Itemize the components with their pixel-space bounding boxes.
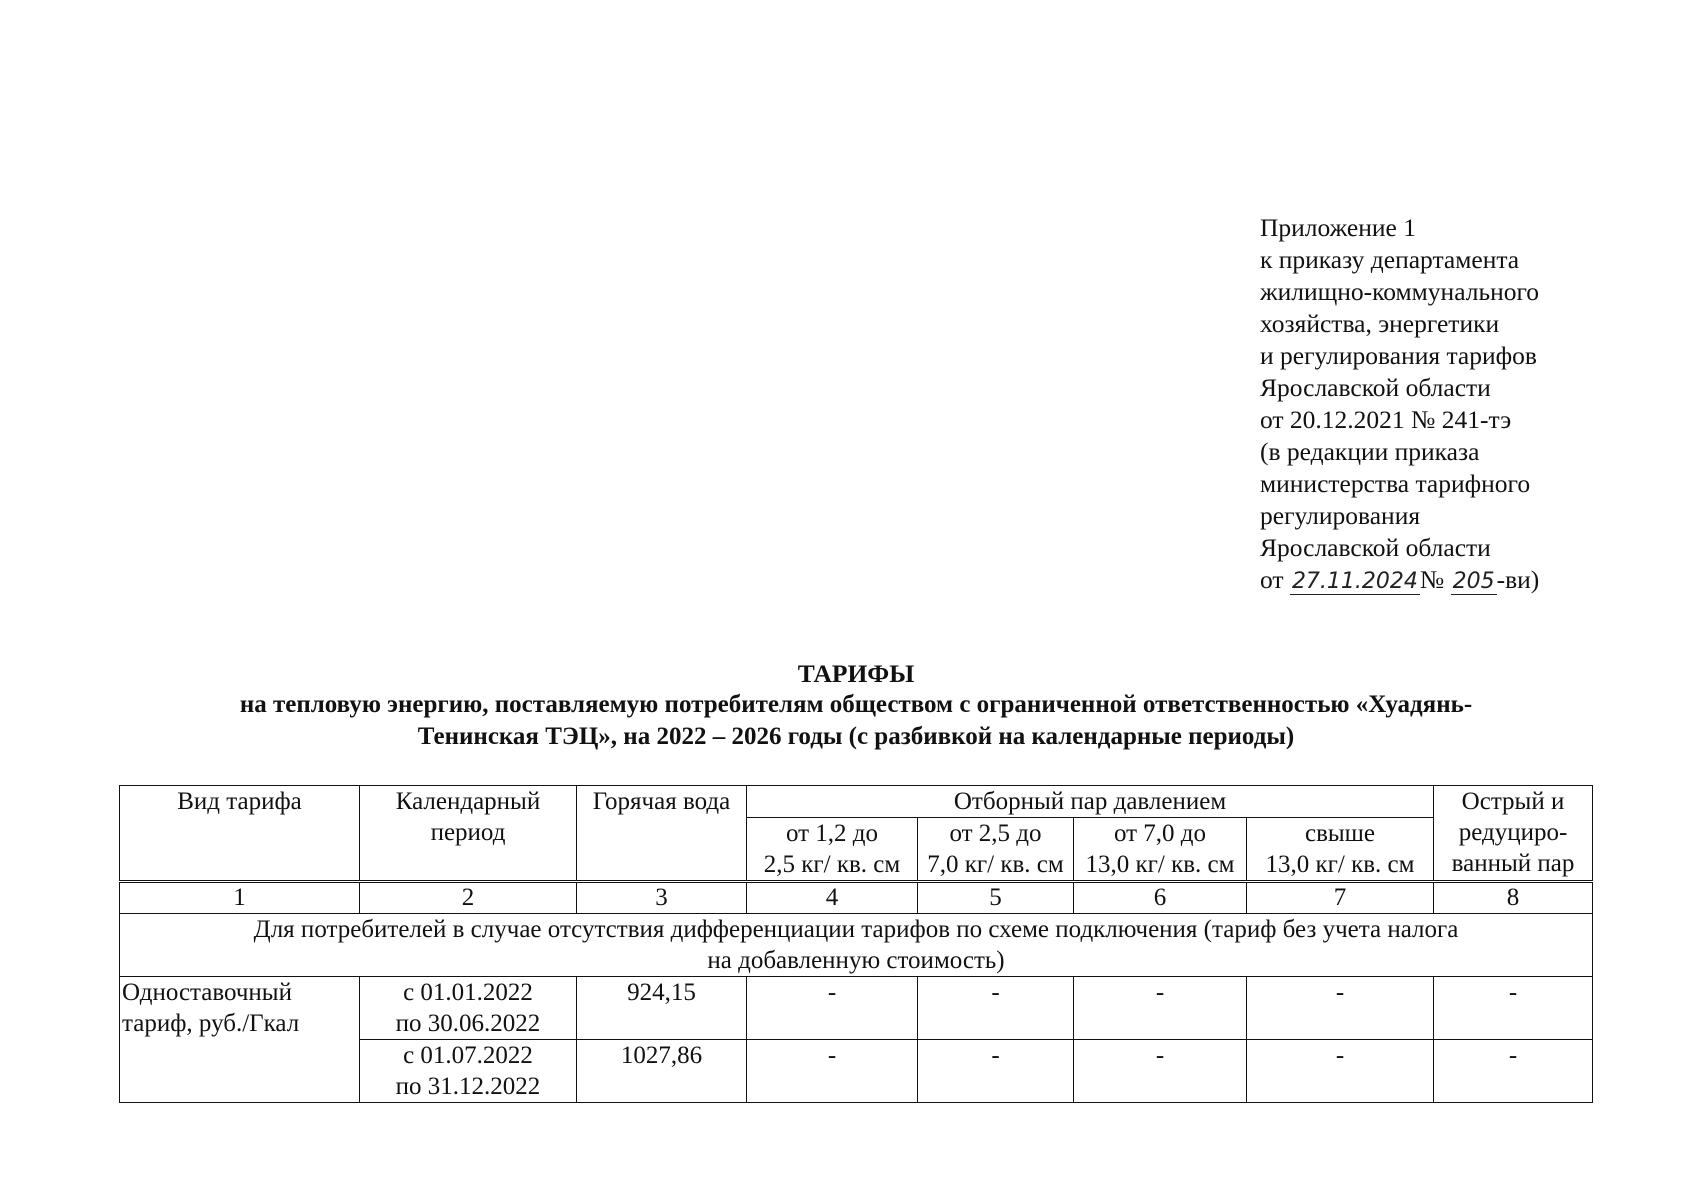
pressure-2-value: - xyxy=(918,1040,1074,1103)
order-date-prefix: от xyxy=(1260,565,1290,594)
column-number: 5 xyxy=(918,882,1074,914)
appendix-line: Ярославской области xyxy=(1260,533,1491,562)
header-pressure-1: от 1,2 до 2,5 кг/ кв. см xyxy=(747,818,918,882)
table-row xyxy=(120,1040,1593,1103)
document-subtitle-line: на тепловую энергию, поставляемую потребителям обществом с ограниченной ответственностью «Хуадянь- xyxy=(239,691,1473,718)
column-number: 6 xyxy=(1074,882,1247,914)
header-live-steam: Острый и редуциро- ванный пар xyxy=(1434,786,1593,882)
tariff-type-continuation xyxy=(120,1040,360,1103)
appendix-line: министерства тарифного xyxy=(1260,469,1531,498)
column-number: 1 xyxy=(120,882,360,914)
table-header-row xyxy=(120,786,1593,818)
appendix-line: Ярославской области xyxy=(1260,373,1491,402)
section-header-row xyxy=(120,914,1593,977)
header-pressure-3: от 7,0 до 13,0 кг/ кв. см xyxy=(1074,818,1247,882)
pressure-1-value: - xyxy=(747,977,918,1040)
header-steam-group: Отборный пар давлением xyxy=(747,786,1434,818)
order-number-suffix: -ви) xyxy=(1496,565,1540,594)
column-number: 3 xyxy=(577,882,747,914)
header-tariff-type: Вид тарифа xyxy=(120,786,360,882)
header-pressure-4: свыше 13,0 кг/ кв. см xyxy=(1247,818,1434,882)
tariff-type-label: Одноставочный тариф, руб./Гкал xyxy=(120,977,360,1040)
order-number-sign: № xyxy=(1419,565,1451,594)
appendix-line: и регулирования тарифов xyxy=(1260,341,1537,370)
appendix-line: регулирования xyxy=(1260,501,1421,530)
pressure-2-value: - xyxy=(918,977,1074,1040)
appendix-line: Приложение 1 xyxy=(1260,213,1416,242)
header-pressure-2: от 2,5 до 7,0 кг/ кв. см xyxy=(918,818,1074,882)
section-header: Для потребителей в случае отсутствия дифференциации тарифов по схеме подключения (тариф без учета налога на добавленную стоимость) xyxy=(120,914,1593,977)
pressure-3-value: - xyxy=(1074,1040,1247,1103)
appendix-order-line xyxy=(1260,564,1539,596)
handwritten-order-number: 205 xyxy=(1452,569,1495,594)
period-cell: с 01.07.2022 по 31.12.2022 xyxy=(360,1040,577,1103)
pressure-4-value: - xyxy=(1247,977,1434,1040)
column-number: 4 xyxy=(747,882,918,914)
column-number-row xyxy=(120,882,1593,914)
appendix-line: жилищно-коммунального xyxy=(1260,277,1540,306)
document-title: ТАРИФЫ xyxy=(797,659,915,688)
tariffs-table xyxy=(119,785,1593,1103)
table-row xyxy=(120,977,1593,1040)
appendix-line: хозяйства, энергетики xyxy=(1260,309,1500,338)
column-number: 7 xyxy=(1247,882,1434,914)
appendix-reference xyxy=(1260,212,1539,596)
appendix-line: (в редакции приказа xyxy=(1260,437,1480,466)
column-number: 8 xyxy=(1434,882,1593,914)
pressure-3-value: - xyxy=(1074,977,1247,1040)
hot-water-value: 924,15 xyxy=(577,977,747,1040)
live-steam-value: - xyxy=(1434,1040,1593,1103)
pressure-1-value: - xyxy=(747,1040,918,1103)
header-hot-water: Горячая вода xyxy=(577,786,747,882)
handwritten-order-date: 27.11.2024 xyxy=(1291,569,1418,594)
hot-water-value: 1027,86 xyxy=(577,1040,747,1103)
appendix-line: к приказу департамента xyxy=(1260,245,1520,274)
header-calendar-period: Календарный период xyxy=(360,786,577,882)
pressure-4-value: - xyxy=(1247,1040,1434,1103)
live-steam-value: - xyxy=(1434,977,1593,1040)
appendix-line: от 20.12.2021 № 241-тэ xyxy=(1260,405,1512,434)
period-cell: с 01.01.2022 по 30.06.2022 xyxy=(360,977,577,1040)
document-subtitle xyxy=(120,689,1592,753)
column-number: 2 xyxy=(360,882,577,914)
document-subtitle-line: Тенинская ТЭЦ», на 2022 – 2026 годы (с разбивкой на календарные периоды) xyxy=(417,723,1295,750)
